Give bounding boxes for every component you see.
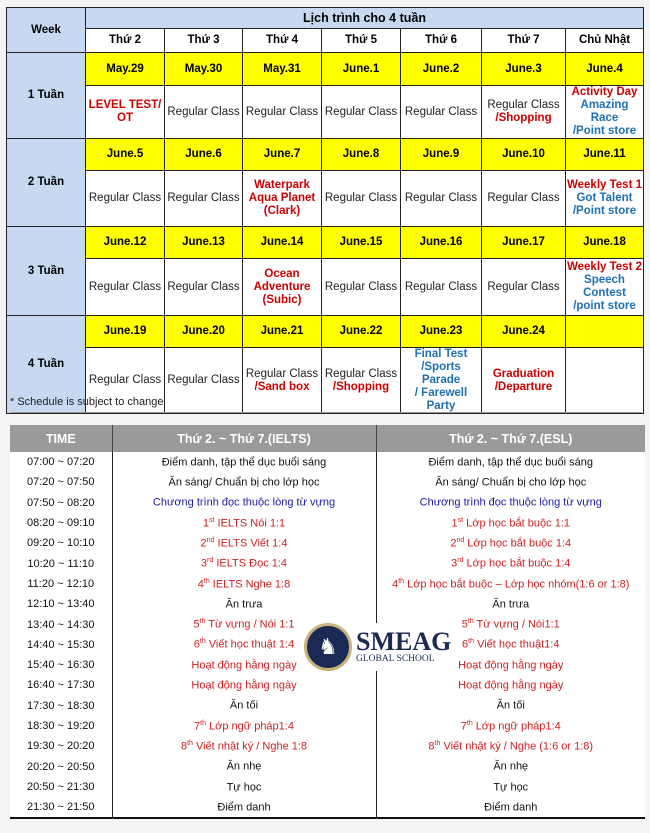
week-activity-row bbox=[7, 171, 644, 227]
date-cell: June.21 bbox=[243, 316, 322, 348]
activity-text: Viết nhật ký / Nghe 1:8 bbox=[192, 740, 308, 753]
activity-line: LEVEL TEST/ bbox=[88, 99, 162, 111]
time-cell: 11:20 ~ 12:10 bbox=[10, 574, 112, 594]
period-suffix: th bbox=[199, 638, 206, 646]
time-cell: 14:40 ~ 15:30 bbox=[10, 635, 112, 655]
activity-line: Weekly Test 1 bbox=[566, 179, 642, 191]
activity-cell bbox=[566, 86, 644, 139]
activity-text: Chương trình đọc thuộc lòng từ vựng bbox=[419, 497, 602, 510]
period-suffix: th bbox=[199, 618, 206, 626]
timetable-row bbox=[10, 533, 645, 553]
activity-cell bbox=[243, 259, 322, 316]
activity-line: Speech bbox=[584, 274, 625, 286]
activity-cell bbox=[165, 348, 243, 414]
activity-cell bbox=[165, 171, 243, 227]
timetable-row bbox=[10, 675, 645, 695]
activity-cell bbox=[482, 348, 566, 414]
activity-text: Tự học bbox=[226, 781, 262, 794]
esl-activity bbox=[376, 493, 645, 513]
period-number: 7 bbox=[194, 720, 201, 733]
day-header: Thứ 2 bbox=[86, 29, 165, 53]
activity-cell bbox=[566, 171, 644, 227]
period-suffix: rd bbox=[457, 557, 464, 565]
time-cell: 13:40 ~ 14:30 bbox=[10, 614, 112, 634]
period-number: 3 bbox=[200, 557, 208, 570]
activity-line: (Subic) bbox=[262, 293, 302, 306]
activity-text: Lớp ngữ pháp1:4 bbox=[205, 720, 294, 733]
activity-cell bbox=[86, 259, 165, 316]
date-cell: June.18 bbox=[566, 227, 644, 259]
activity-line: Regular Class bbox=[167, 192, 240, 204]
logo-subtitle: GLOBAL SCHOOL bbox=[356, 654, 435, 664]
esl-activity bbox=[376, 533, 645, 553]
activity-text: Lớp ngữ pháp1:4 bbox=[472, 720, 561, 733]
activity-cell bbox=[322, 348, 401, 414]
date-cell: June.3 bbox=[482, 53, 566, 86]
time-cell: 07:50 ~ 08:20 bbox=[10, 493, 112, 513]
timetable-row bbox=[10, 736, 645, 756]
esl-activity bbox=[376, 756, 645, 776]
activity-text: Ăn sáng/ Chuẩn bị cho lớp học bbox=[435, 476, 587, 489]
schedule-title: Lịch trình cho 4 tuần bbox=[86, 8, 644, 29]
activity-text: Chương trình đọc thuộc lòng từ vựng bbox=[152, 497, 336, 510]
divider bbox=[10, 412, 642, 413]
date-cell: June.20 bbox=[165, 316, 243, 348]
date-cell: June.9 bbox=[401, 139, 482, 171]
period-suffix: th bbox=[203, 577, 210, 585]
period-number: 7 bbox=[460, 720, 467, 733]
activity-text: Từ vựng / Nói 1:1 bbox=[205, 618, 295, 631]
date-cell: June.5 bbox=[86, 139, 165, 171]
date-cell: June.16 bbox=[401, 227, 482, 259]
timetable-row bbox=[10, 696, 645, 716]
time-cell: 19:30 ~ 20:20 bbox=[10, 736, 112, 756]
period-suffix: nd bbox=[456, 537, 465, 544]
esl-activity bbox=[376, 574, 645, 594]
activity-cell bbox=[322, 259, 401, 316]
timetable-row bbox=[10, 797, 645, 818]
activity-line: Graduation bbox=[492, 367, 555, 380]
time-cell: 08:20 ~ 09:10 bbox=[10, 513, 112, 533]
period-number: 3 bbox=[451, 557, 458, 570]
activity-line: Final Test bbox=[414, 348, 468, 360]
activity-cell bbox=[401, 86, 482, 139]
activity-line: Regular Class bbox=[404, 280, 478, 293]
period-number: 2 bbox=[450, 537, 457, 550]
timetable-row bbox=[10, 472, 645, 492]
activity-cell bbox=[482, 259, 566, 316]
week-label: 4 Tuần bbox=[7, 316, 86, 414]
esl-activity bbox=[376, 594, 645, 614]
activity-cell bbox=[243, 348, 322, 414]
ielts-activity bbox=[112, 594, 376, 614]
activity-text: Điểm danh, tập thể dục buổi sáng bbox=[428, 456, 593, 469]
activity-text: Điểm danh bbox=[217, 801, 271, 814]
date-cell: June.22 bbox=[322, 316, 401, 348]
activity-cell bbox=[482, 171, 566, 227]
period-suffix: rd bbox=[207, 557, 214, 565]
week-header: Week bbox=[7, 8, 86, 53]
ielts-activity bbox=[112, 696, 376, 716]
activity-line: Regular Class bbox=[88, 374, 162, 386]
activity-line: Regular Class bbox=[324, 280, 398, 293]
activity-cell bbox=[243, 86, 322, 139]
date-cell: June.17 bbox=[482, 227, 566, 259]
day-header: Thứ 3 bbox=[165, 29, 243, 53]
period-number: 8 bbox=[428, 740, 435, 753]
activity-text: Ăn sáng/ Chuẩn bị cho lớp học bbox=[168, 476, 320, 489]
activity-line: Regular Class bbox=[167, 374, 240, 386]
date-cell: June.2 bbox=[401, 53, 482, 86]
period-suffix: th bbox=[467, 618, 474, 626]
activity-cell bbox=[401, 259, 482, 316]
esl-activity bbox=[376, 513, 645, 533]
activity-text: Ăn tối bbox=[229, 700, 259, 713]
activity-cell bbox=[482, 86, 566, 139]
activity-line: /Departure bbox=[494, 380, 553, 393]
period-number: 2 bbox=[200, 537, 207, 550]
activity-line: Regular Class bbox=[487, 99, 560, 111]
activity-text: Ăn trưa bbox=[225, 598, 263, 611]
activity-text: Ăn nhẹ bbox=[226, 760, 262, 773]
activity-text: Tự học bbox=[493, 781, 529, 794]
timetable-row bbox=[10, 553, 645, 573]
date-cell: May.31 bbox=[243, 53, 322, 86]
date-cell: May.29 bbox=[86, 53, 165, 86]
esl-activity bbox=[376, 696, 645, 716]
time-cell: 16:40 ~ 17:30 bbox=[10, 675, 112, 695]
period-number: 1 bbox=[451, 517, 458, 530]
timetable-row bbox=[10, 452, 645, 472]
esl-activity bbox=[376, 736, 645, 756]
period-suffix: th bbox=[200, 719, 206, 727]
time-cell: 12:10 ~ 13:40 bbox=[10, 594, 112, 614]
period-number: 4 bbox=[392, 578, 399, 591]
date-cell: June.4 bbox=[566, 53, 644, 86]
activity-text: Viết học thuật 1:4 bbox=[205, 639, 295, 652]
period-number: 8 bbox=[180, 740, 188, 753]
activity-line: Weekly Test 2 bbox=[566, 261, 642, 273]
activity-cell bbox=[566, 259, 644, 316]
period-number: 5 bbox=[193, 618, 200, 631]
activity-line: /Sports Parade bbox=[421, 361, 461, 386]
timetable-row bbox=[10, 493, 645, 513]
esl-activity bbox=[376, 472, 645, 492]
activity-cell bbox=[165, 86, 243, 139]
date-cell: June.10 bbox=[482, 139, 566, 171]
esl-activity bbox=[376, 675, 645, 695]
activity-line: Regular Class bbox=[324, 105, 398, 118]
activity-cell bbox=[401, 348, 482, 414]
esl-header: Thứ 2. ~ Thứ 7.(ESL) bbox=[376, 425, 645, 452]
activity-text: IELTS Nghe 1:8 bbox=[209, 578, 291, 591]
date-cell: June.11 bbox=[566, 139, 644, 171]
esl-activity bbox=[376, 797, 645, 818]
activity-line: Ocean bbox=[264, 267, 300, 280]
date-cell: June.19 bbox=[86, 316, 165, 348]
activity-line: Regular Class bbox=[324, 192, 398, 204]
period-number: 4 bbox=[197, 578, 204, 591]
activity-line: Regular Class bbox=[88, 192, 162, 204]
timetable-row bbox=[10, 716, 645, 736]
activity-text: IELTS Đọc 1:4 bbox=[213, 557, 288, 570]
activity-text: Ăn trưa bbox=[492, 598, 530, 611]
week-activity-row bbox=[7, 259, 644, 316]
date-cell: June.12 bbox=[86, 227, 165, 259]
ielts-header: Thứ 2. ~ Thứ 7.(IELTS) bbox=[112, 425, 376, 452]
activity-text: Ăn nhẹ bbox=[493, 760, 529, 773]
activity-line: /point store bbox=[573, 300, 636, 312]
ielts-activity bbox=[112, 574, 376, 594]
period-suffix: th bbox=[468, 638, 475, 646]
ielts-activity bbox=[112, 493, 376, 513]
date-cell: June.24 bbox=[482, 316, 566, 348]
activity-line: /Point store bbox=[572, 125, 637, 137]
ielts-activity bbox=[112, 675, 376, 695]
ielts-activity bbox=[112, 777, 376, 797]
ielts-activity bbox=[112, 533, 376, 553]
week-label: 1 Tuần bbox=[7, 53, 86, 139]
period-number: 6 bbox=[193, 639, 200, 652]
activity-line: Regular Class bbox=[245, 105, 319, 118]
activity-text: Hoạt động hằng ngày bbox=[458, 679, 564, 692]
timetable-row bbox=[10, 594, 645, 614]
activity-cell bbox=[322, 171, 401, 227]
ielts-activity bbox=[112, 716, 376, 736]
activity-cell bbox=[243, 171, 322, 227]
activity-line: Regular Class bbox=[167, 280, 240, 293]
activity-text: Lớp học bắt buộc 1:4 bbox=[464, 537, 572, 550]
date-cell: June.23 bbox=[401, 316, 482, 348]
activity-line: Regular Class bbox=[324, 367, 398, 380]
activity-line: Aqua Planet bbox=[248, 192, 316, 204]
timetable-row bbox=[10, 777, 645, 797]
activity-line: Activity Day bbox=[571, 86, 638, 98]
day-header: Thứ 4 bbox=[243, 29, 322, 53]
time-cell: 15:40 ~ 16:30 bbox=[10, 655, 112, 675]
period-suffix: nd bbox=[206, 537, 215, 544]
period-suffix: st bbox=[457, 516, 464, 524]
day-header: Thứ 7 bbox=[482, 29, 566, 53]
activity-line: /Shopping bbox=[495, 112, 552, 124]
activity-text: Viết học thuật1:4 bbox=[474, 639, 560, 652]
activity-line: Contest bbox=[583, 287, 626, 299]
date-cell: June.13 bbox=[165, 227, 243, 259]
time-cell: 20:20 ~ 20:50 bbox=[10, 756, 112, 776]
time-cell: 20:50 ~ 21:30 bbox=[10, 777, 112, 797]
week-date-row bbox=[7, 227, 644, 259]
date-cell: June.14 bbox=[243, 227, 322, 259]
timetable-row bbox=[10, 756, 645, 776]
time-cell: 21:30 ~ 21:50 bbox=[10, 797, 112, 818]
activity-text: Hoạt động hằng ngày bbox=[458, 659, 564, 672]
esl-activity bbox=[376, 553, 645, 573]
activity-line: / Farewell Party bbox=[414, 387, 468, 412]
ielts-activity bbox=[112, 452, 376, 472]
activity-cell bbox=[322, 86, 401, 139]
activity-text: Ăn tối bbox=[496, 700, 525, 713]
date-cell: June.8 bbox=[322, 139, 401, 171]
horse-globe-icon: ♞ bbox=[304, 623, 352, 671]
time-cell: 18:30 ~ 19:20 bbox=[10, 716, 112, 736]
activity-line: Regular Class bbox=[487, 280, 560, 293]
period-suffix: th bbox=[398, 577, 405, 585]
period-number: 6 bbox=[462, 639, 469, 652]
activity-line: Regular Class bbox=[167, 105, 240, 118]
day-header: Thứ 6 bbox=[401, 29, 482, 53]
activity-line: Amazing Race bbox=[580, 99, 629, 124]
activity-cell bbox=[86, 86, 165, 139]
activity-line: Got Talent bbox=[576, 192, 633, 204]
period-number: 1 bbox=[202, 517, 209, 530]
date-cell: June.1 bbox=[322, 53, 401, 86]
week-date-row bbox=[7, 53, 644, 86]
activity-text: Hoạt động hằng ngày bbox=[191, 659, 297, 672]
esl-activity bbox=[376, 777, 645, 797]
week-label: 3 Tuần bbox=[7, 227, 86, 316]
activity-text: Viết nhật ký / Nghe (1:6 or 1:8) bbox=[440, 740, 594, 753]
day-header: Thứ 5 bbox=[322, 29, 401, 53]
date-cell: June.15 bbox=[322, 227, 401, 259]
activity-cell bbox=[566, 348, 644, 414]
esl-activity bbox=[376, 452, 645, 472]
activity-text: Từ vựng / Nói1:1 bbox=[473, 618, 560, 631]
week-date-row bbox=[7, 139, 644, 171]
activity-line: Regular Class bbox=[404, 105, 478, 118]
timetable-row bbox=[10, 574, 645, 594]
activity-cell bbox=[86, 171, 165, 227]
esl-activity bbox=[376, 716, 645, 736]
week-label: 2 Tuần bbox=[7, 139, 86, 227]
timetable-row bbox=[10, 513, 645, 533]
time-header: TIME bbox=[10, 425, 112, 452]
activity-line: (Clark) bbox=[263, 205, 301, 217]
period-suffix: th bbox=[466, 719, 473, 727]
activity-text: IELTS Viết 1:4 bbox=[214, 537, 288, 550]
activity-text: Lớp học bắt buộc 1:4 bbox=[463, 557, 571, 570]
time-cell: 10:20 ~ 11:10 bbox=[10, 553, 112, 573]
date-cell bbox=[566, 316, 644, 348]
time-cell: 07:00 ~ 07:20 bbox=[10, 452, 112, 472]
time-cell: 17:30 ~ 18:30 bbox=[10, 696, 112, 716]
time-cell: 09:20 ~ 10:10 bbox=[10, 533, 112, 553]
activity-line: /Point store bbox=[572, 205, 637, 217]
time-cell: 07:20 ~ 07:50 bbox=[10, 472, 112, 492]
logo-name: SMEAG bbox=[356, 627, 452, 656]
ielts-activity bbox=[112, 513, 376, 533]
date-cell: June.6 bbox=[165, 139, 243, 171]
activity-line: Regular Class bbox=[88, 280, 162, 293]
activity-text: Điểm danh bbox=[484, 801, 538, 814]
date-cell: June.7 bbox=[243, 139, 322, 171]
period-suffix: th bbox=[434, 739, 441, 747]
activity-line: /Shopping bbox=[332, 380, 390, 393]
ielts-activity bbox=[112, 736, 376, 756]
ielts-activity bbox=[112, 797, 376, 818]
date-cell: May.30 bbox=[165, 53, 243, 86]
period-suffix: st bbox=[208, 516, 215, 524]
activity-text: Lớp học bắt buộc – Lớp học nhóm(1:6 or 1:8) bbox=[404, 578, 630, 591]
activity-line: Waterpark bbox=[254, 179, 310, 191]
activity-line: /Sand box bbox=[254, 380, 310, 393]
four-week-schedule-table bbox=[6, 7, 644, 414]
activity-text: IELTS Nói 1:1 bbox=[214, 517, 286, 530]
activity-cell bbox=[165, 259, 243, 316]
week-date-row bbox=[7, 316, 644, 348]
activity-line: Regular Class bbox=[245, 367, 319, 380]
ielts-activity bbox=[112, 472, 376, 492]
activity-text: Điểm danh, tập thể dục buổi sáng bbox=[161, 456, 327, 469]
period-number: 5 bbox=[461, 618, 468, 631]
activity-line: Regular Class bbox=[487, 192, 560, 204]
activity-text: Hoạt động hằng ngày bbox=[191, 679, 297, 692]
activity-text: Lớp học bắt buộc 1:1 bbox=[463, 517, 570, 530]
activity-line: Adventure bbox=[253, 280, 311, 293]
ielts-activity bbox=[112, 756, 376, 776]
activity-cell bbox=[401, 171, 482, 227]
activity-line: OT bbox=[117, 112, 133, 124]
ielts-activity bbox=[112, 553, 376, 573]
smeag-logo bbox=[302, 623, 453, 671]
activity-line: Regular Class bbox=[404, 192, 478, 204]
week-activity-row bbox=[7, 86, 644, 139]
day-header: Chủ Nhật bbox=[566, 29, 644, 53]
schedule-note: * Schedule is subject to change bbox=[10, 396, 164, 408]
period-suffix: th bbox=[187, 739, 193, 747]
